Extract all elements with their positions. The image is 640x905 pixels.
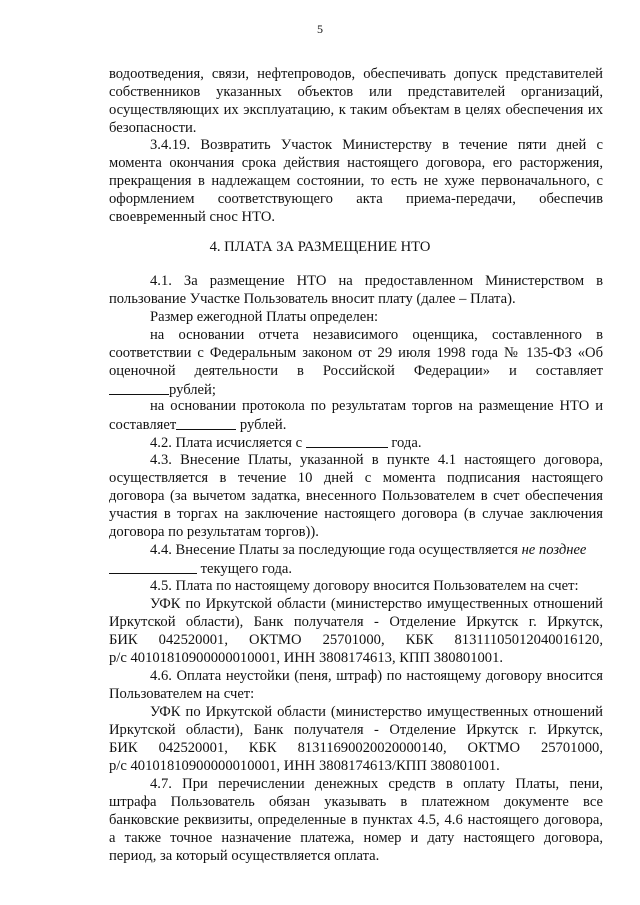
amount-blank [109,381,169,395]
text-line [150,434,640,453]
date-blank [306,434,388,448]
text-line: Иркутской области), Банк получателя - Отделение Иркутск г. Иркутск, [109,614,603,630]
text-line: Пользователем на счет: [109,686,255,702]
text-line: УФК по Иркутской области (министерство имущественных отношений [150,704,603,720]
text-line: 4.7. При перечислении денежных средств в оплату Платы, пени, [150,776,603,792]
text-line: оформлением соответствующего акта приема-передачи, обеспечив [109,191,603,207]
text-line: р/с 40101810900000010001, ИНН 3808174613/КПП 380801001. [109,758,500,774]
text-fragment: года. [391,435,422,451]
date-blank [109,560,197,574]
text-line: соответствии с Федеральным законом от 29 июля 1998 года № 135-ФЗ «Об [109,345,603,361]
text-line: БИК 042520001, ОКТМО 25701000, КБК 81311105012040016120, [109,632,603,648]
text-line: 4.1. За размещение НТО на предоставленном Министерством в [150,273,603,289]
text-line [109,416,603,435]
text-line: период, за который осуществляется оплата. [109,848,380,864]
page-number: 5 [317,22,323,36]
text-line: 4.6. Оплата неустойки (пеня, штраф) по настоящему договору вносится [150,668,603,684]
text-line: 3.4.19. Возвратить Участок Министерству в течение пяти дней с [150,137,603,153]
text-line: осуществляется в течение 10 дней с момента подписания настоящего [109,470,603,486]
text-fragment: составляет [109,417,177,433]
text-line: участия в торгах на заключение настоящего договора (в случае заключения [109,506,603,522]
text-line: Иркутской области), Банк получателя - Отделение Иркутск г. Иркутск, [109,722,603,738]
text-line: момента окончания срока действия настоящего договора, его расторжения, [109,155,603,171]
text-fragment: 4.4. Внесение Платы за последующие года осуществляется [150,542,518,558]
text-fragment: 4.2. Плата исчисляется с [150,435,303,451]
text-fragment: рублей. [239,417,287,433]
text-line: р/с 40101810900000010001, ИНН 3808174613, КПП 380801001. [109,650,504,666]
amount-blank [176,416,236,430]
text-line: оценочной деятельности в Российской Федерации» и составляет [109,363,603,379]
text-line [150,542,640,560]
text-line: прекращения в надлежащем состоянии, то есть не хуже первоначального, с [109,173,603,189]
text-line: договора (за вычетом задатка, внесенного Пользователем в счет обеспечения [109,488,603,504]
text-line: пользование Участке Пользователь вносит плату (далее – Плата). [109,291,516,307]
deadline-emphasis: не позднее [521,542,587,558]
text-line: штрафа Пользователь обязан указывать в платежном документе все [109,794,603,810]
text-fragment: рублей; [169,382,216,398]
text-fragment: текущего года. [200,561,293,577]
text-line: на основании отчета независимого оценщика, составленного в [150,327,603,343]
text-line: собственников указанных объектов или представителей организаций, [109,84,603,100]
text-line: на основании протокола по результатам торгов на размещение НТО и [150,398,603,414]
text-line [109,381,603,400]
text-line: УФК по Иркутской области (министерство имущественных отношений [150,596,603,612]
text-line: договора по результатам торгов)). [109,524,319,540]
text-line: 4.5. Плата по настоящему договору вносится Пользователем на счет: [150,578,579,594]
text-line: а также точное назначение платежа, номер и дату настоящего договора, [109,830,603,846]
text-line: водоотведения, связи, нефтепроводов, обеспечивать допуск представителей [109,66,603,82]
text-line: 4.3. Внесение Платы, указанной в пункте 4.1 настоящего договора, [150,452,603,468]
section-heading: 4. ПЛАТА ЗА РАЗМЕЩЕНИЕ НТО [209,239,431,255]
text-line: своевременный снос НТО. [109,209,276,225]
text-line: банковские реквизиты, определенные в пунктах 4.5, 4.6 настоящего договора, [109,812,603,828]
text-line: Размер ежегодной Платы определен: [150,309,379,325]
text-line [109,560,603,579]
text-line: безопасности. [109,120,197,136]
text-line: БИК 042520001, КБК 81311690020020000140, ОКТМО 25701000, [109,740,603,756]
text-line: осуществляющих их эксплуатацию, к таким объектам в целях обеспечения их [109,102,603,118]
